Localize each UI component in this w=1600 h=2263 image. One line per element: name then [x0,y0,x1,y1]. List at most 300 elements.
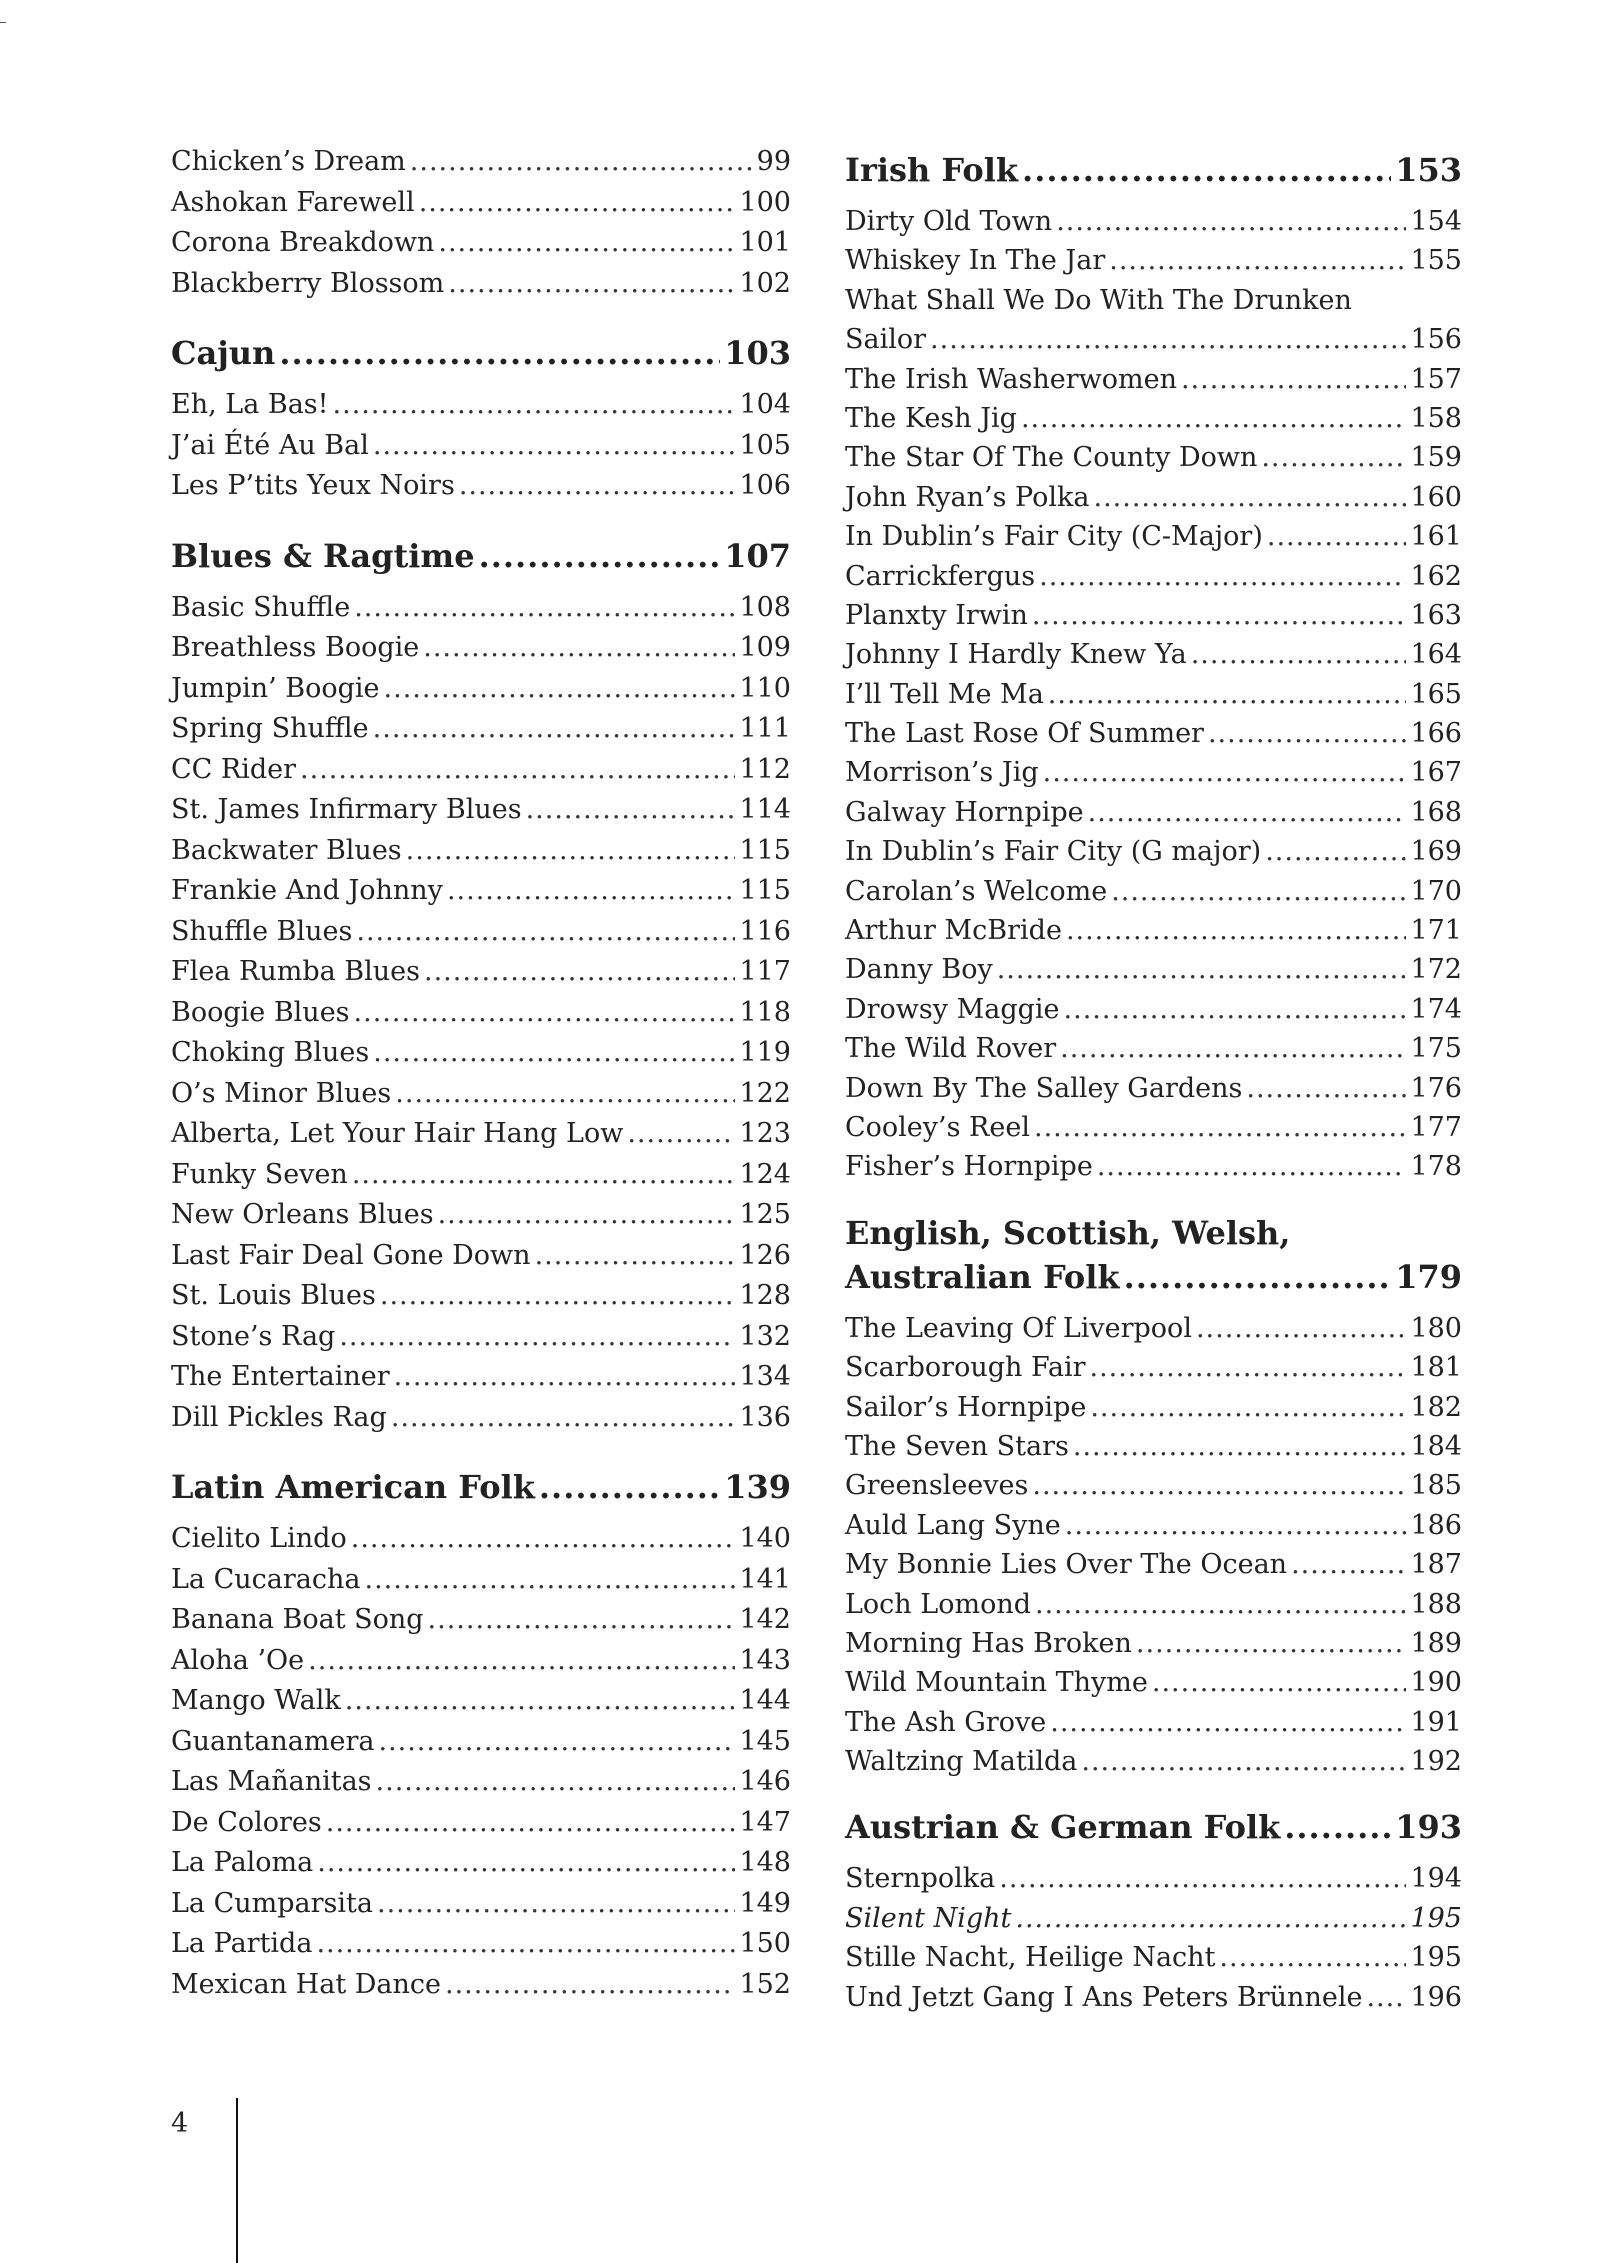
leader-dots [373,1033,735,1074]
toc-entry [171,952,791,993]
section-heading-austrian-german-folk [845,1805,1462,1849]
leader-dots [326,1803,736,1844]
entry-title: Eh, La Bas! [171,389,329,420]
toc-entry [845,714,1462,753]
toc-entry [171,1074,791,1115]
leader-dots [354,993,736,1034]
entry-title: La Paloma [171,1847,314,1878]
leader-dots [438,1195,736,1236]
leader-dots [354,588,735,629]
leader-dots [384,669,736,710]
entry-page: 111 [739,713,791,744]
entry-title: Aloha ’Oe [171,1644,305,1676]
entry-page: 195 [1410,1942,1462,1974]
leader-dots [1021,399,1406,438]
entry-page: 144 [739,1685,791,1716]
leader-dots [1035,1585,1406,1624]
entry-title: Scarborough Fair [845,1352,1086,1384]
entry-page: 196 [1410,1981,1462,2013]
entry-page: 150 [739,1928,791,1959]
entry-title: Cooley’s Reel [845,1111,1030,1143]
entry-page: 174 [1410,993,1462,1025]
entry-title: Breathless Boogie [171,632,420,663]
entry-title: De Colores [171,1806,322,1838]
entry-page: 114 [739,794,791,825]
leader-dots [1109,241,1406,280]
entry-title: Sailor’s Hornpipe [845,1391,1087,1423]
leader-dots [930,320,1406,359]
leader-dots [445,1965,735,2006]
entry-title: Morrison’s Jig [845,757,1039,789]
section-heading-irish-folk [845,148,1462,192]
toc-entry [171,588,791,629]
leader-dots [1265,832,1406,871]
leader-dots [300,750,735,791]
entry-title: New Orleans Blues [171,1199,434,1230]
toc-entry [845,1624,1462,1663]
entry-page: 152 [739,1968,791,2000]
leader-dots [438,223,735,264]
toc-entry [171,709,791,750]
entry-title: Mexican Hat Dance [171,1968,441,2000]
entry-title: Down By The Salley Gardens [845,1072,1243,1104]
leader-dots [279,331,720,375]
leader-dots [316,1924,735,1965]
leader-dots [345,1681,736,1722]
entry-page: 116 [739,915,791,947]
toc-entry [845,1859,1462,1898]
leader-dots [1152,1663,1407,1702]
leader-dots [447,871,736,912]
entry-title: J’ai Été Au Bal [171,429,369,461]
entry-page: 191 [1410,1706,1462,1738]
toc-entry [171,790,791,831]
entry-page: 192 [1410,1746,1462,1778]
toc-entry [845,635,1462,674]
entry-page: 157 [1410,363,1462,395]
toc-entry [171,1884,791,1925]
leader-dots [351,1519,736,1560]
entry-title: Guantanamera [171,1725,375,1757]
entry-title: Jumpin’ Boogie [171,672,380,704]
toc-entry [845,1388,1462,1427]
entry-page: 168 [1410,796,1462,828]
leader-dots [479,534,721,578]
entry-title: Sailor [845,324,927,356]
toc-entry [171,1276,791,1317]
leader-dots [459,466,736,507]
entry-page: 102 [739,267,791,299]
toc-entry [845,1585,1462,1624]
toc-entry [171,466,791,507]
entry-page: 167 [1410,757,1462,789]
leader-dots [1065,1506,1407,1545]
entry-page: 160 [1410,481,1462,513]
toc-entry [845,1427,1462,1466]
entry-page: 119 [739,1037,791,1068]
entry-title: La Partida [171,1928,313,1959]
toc-entry [845,1899,1462,1938]
leader-dots [356,912,735,953]
leader-dots [1060,1029,1406,1068]
entry-page: 163 [1410,599,1462,631]
leader-dots [394,1357,736,1398]
toc-entry [171,628,791,669]
entry-title: The Irish Washerwomen [845,363,1177,395]
entry-page: 187 [1410,1549,1462,1581]
entry-title: Drowsy Maggie [845,993,1060,1025]
entry-title: Greensleeves [845,1470,1029,1502]
entry-page: 182 [1410,1391,1462,1423]
entry-page: 112 [739,753,791,785]
section-page: 139 [724,1468,791,1506]
entry-page: 143 [739,1644,791,1676]
entry-page: 186 [1410,1509,1462,1541]
entry-title: Shuffle Blues [171,915,353,947]
toc-entry [171,1681,791,1722]
toc-entry [171,1965,791,2006]
toc-entry [171,1398,791,1439]
entry-page: 148 [739,1847,791,1878]
entry-title: Frankie And Johnny [171,875,443,906]
entry-title: Banana Boat Song [171,1604,424,1635]
toc-entry [171,223,791,264]
entry-title: O’s Minor Blues [171,1077,392,1109]
toc-entry [845,1663,1462,1702]
leader-dots [410,142,753,183]
toc-entry [171,1195,791,1236]
leader-dots [365,1560,736,1601]
toc-entry [171,1236,791,1277]
toc-entry [845,557,1462,596]
leader-dots [1191,635,1407,674]
leader-dots [424,952,735,993]
toc-entry [845,241,1462,280]
section-heading-cajun [171,331,791,375]
section-title-line1: English, Scottish, Welsh, [845,1213,1291,1252]
toc-entry [171,750,791,791]
entry-page: 142 [739,1604,791,1635]
entry-page: 166 [1410,718,1462,750]
leader-dots [1066,911,1407,950]
entry-title: La Cumparsita [171,1887,373,1919]
entry-title: Spring Shuffle [171,713,369,744]
leader-dots [997,950,1407,989]
leader-dots [352,1155,736,1196]
entry-page: 109 [739,632,791,663]
entry-page: 117 [739,956,791,987]
leader-dots [423,628,735,669]
entry-page: 162 [1410,560,1462,592]
entry-page: 176 [1410,1072,1462,1104]
leader-dots [1208,714,1406,753]
leader-dots [339,1317,735,1358]
leader-dots [377,1884,735,1925]
toc-entry [845,399,1462,438]
entry-page: 124 [739,1158,791,1190]
entry-title: Stone’s Rag [171,1320,336,1352]
leader-dots [428,1600,736,1641]
entry-title: Boogie Blues [171,996,350,1028]
leader-dots [1267,517,1407,556]
leader-dots [1015,1899,1406,1938]
entry-title: The Leaving Of Liverpool [845,1312,1192,1344]
toc-entry [845,1466,1462,1505]
leader-dots [1097,1147,1407,1186]
section-page: 153 [1395,151,1462,189]
entry-title: CC Rider [171,753,297,785]
toc-list-intro [171,142,791,304]
toc-entry [845,1703,1462,1742]
toc-entry [171,183,791,224]
entry-page: 146 [739,1766,791,1797]
entry-title: Cielito Lindo [171,1523,347,1554]
entry-title: The Entertainer [171,1361,390,1392]
toc-entry [845,1309,1462,1348]
entry-title: I’ll Tell Me Ma [845,678,1044,710]
entry-title: Arthur McBride [845,915,1062,947]
section-title: Blues & Ragtime [171,536,475,575]
leader-dots [373,709,736,750]
leader-dots [1043,753,1407,792]
leader-dots [419,183,736,224]
leader-dots [539,1465,720,1509]
leader-dots [1050,1703,1406,1742]
entry-title: La Cucaracha [171,1563,361,1595]
leader-dots [1039,557,1406,596]
toc-entry [845,1506,1462,1545]
entry-page: 161 [1410,521,1462,553]
toc-entry [171,993,791,1034]
leader-dots [535,1236,736,1277]
entry-page: 136 [739,1401,791,1433]
entry-title: Blackberry Blossom [171,267,445,299]
toc-entry [171,1843,791,1884]
toc-entry [845,1147,1462,1186]
entry-title: My Bonnie Lies Over The Ocean [845,1549,1288,1581]
entry-page: 149 [739,1887,791,1919]
entry-page: 185 [1410,1470,1462,1502]
entry-page: 104 [739,389,791,420]
entry-title: In Dublin’s Fair City (G major) [845,836,1262,868]
toc-entry [171,426,791,467]
toc-entry [845,872,1462,911]
toc-entry [171,1114,791,1155]
toc-entry [845,1545,1462,1584]
entry-page: 101 [739,227,791,258]
toc-entry-wrapped-line1: What Shall We Do With The Drunken [845,284,1352,316]
page-number: 4 [171,2108,189,2139]
entry-title: Waltzing Matilda [845,1746,1078,1778]
entry-page: 178 [1410,1151,1462,1183]
entry-page: 190 [1410,1667,1462,1699]
entry-page: 194 [1410,1863,1462,1895]
entry-page: 170 [1410,875,1462,907]
entry-title: Corona Breakdown [171,227,435,258]
entry-page: 140 [739,1523,791,1554]
section-page: 193 [1395,1808,1462,1847]
entry-page: 177 [1410,1111,1462,1143]
entry-page: 169 [1410,836,1462,868]
section-title-line2-row [845,1255,1462,1299]
entry-title: Las Mañanitas [171,1766,372,1797]
entry-title: Loch Lomond [845,1588,1031,1620]
toc-entry [171,831,791,872]
section-page: 107 [724,536,791,575]
entry-title: Funky Seven [171,1158,348,1190]
entry-page: 164 [1410,639,1462,671]
entry-page: 100 [739,186,791,218]
leader-dots [1064,990,1407,1029]
toc-entry [845,1108,1462,1147]
entry-title: Johnny I Hardly Knew Ya [845,639,1187,671]
entry-page: 105 [739,429,791,461]
leader-dots [448,264,735,305]
leader-dots [1088,793,1407,832]
toc-entry [171,1560,791,1601]
toc-entry [171,1803,791,1844]
entry-title: Last Fair Deal Gone Down [171,1239,531,1271]
leader-dots [1124,1255,1392,1299]
toc-entry [845,1348,1462,1387]
toc-entry [845,911,1462,950]
entry-page: 108 [739,591,791,623]
entry-page: 128 [739,1280,791,1311]
entry-title: Planxty Irwin [845,599,1028,631]
leader-dots [1032,1466,1406,1505]
leader-dots [1111,872,1406,911]
entry-title: Dirty Old Town [845,206,1053,237]
toc-entry [845,950,1462,989]
leader-dots [376,1762,736,1803]
toc-entry [171,871,791,912]
leader-dots [526,790,736,831]
leader-dots [380,1276,736,1317]
toc-right-column [845,148,1462,2017]
entry-title: Und Jetzt Gang I Ans Peters Brünnele [845,1981,1363,2013]
entry-page: 158 [1410,402,1462,434]
toc-entry [845,1978,1462,2017]
toc-entry [171,1519,791,1560]
leader-dots [1032,596,1407,635]
toc-entry [845,438,1462,477]
leader-dots [1081,1742,1406,1781]
toc-entry [845,320,1462,359]
entry-title: Alberta, Let Your Hair Hang Low [171,1118,624,1149]
leader-dots [1048,675,1407,714]
toc-entry [171,1722,791,1763]
entry-page: 189 [1410,1627,1462,1659]
entry-title: Auld Lang Syne [845,1509,1061,1541]
leader-dots [1090,1348,1407,1387]
entry-title: Ashokan Farewell [171,186,415,218]
entry-title: Whiskey In The Jar [845,245,1106,277]
toc-entry [845,1029,1462,1068]
leader-dots [333,385,736,426]
entry-page: 155 [1410,245,1462,277]
toc-entry [171,1155,791,1196]
entry-page: 106 [739,470,791,501]
margin-rule [236,2098,238,2263]
entry-page: 181 [1410,1352,1462,1384]
toc-entry [845,990,1462,1029]
toc-entry [845,675,1462,714]
leader-dots [1073,1427,1407,1466]
entry-title: Mango Walk [171,1685,341,1716]
toc-left-column [171,142,791,2005]
entry-page: 180 [1410,1312,1462,1344]
toc-list-cajun [171,385,791,507]
toc-entry [845,1069,1462,1108]
edge-mark [0,22,6,23]
entry-page: 141 [739,1563,791,1595]
entry-title: Danny Boy [845,954,993,986]
toc-entry [845,832,1462,871]
section-heading-latin-american-folk [171,1465,791,1509]
entry-page: 118 [739,996,791,1028]
section-title: Latin American Folk [171,1468,535,1506]
entry-page: 188 [1410,1588,1462,1620]
entry-page: 122 [739,1077,791,1109]
leader-dots [308,1641,735,1682]
section-title: Austrian & German Folk [845,1808,1281,1847]
toc-entry [171,264,791,305]
toc-entry [171,1317,791,1358]
toc-entry [171,1357,791,1398]
leader-dots [1056,202,1406,241]
toc-list-irish-b [845,360,1462,1187]
toc-entry [845,202,1462,241]
leader-dots [395,1074,735,1115]
toc-list-irish-a [845,202,1462,281]
section-title-line2: Australian Folk [845,1257,1120,1296]
entry-title: Carolan’s Welcome [845,875,1108,907]
entry-title: Silent Night [845,1902,1012,1934]
leader-dots [1093,478,1406,517]
entry-title: Wild Mountain Thyme [845,1667,1148,1699]
toc-list-austrian [845,1859,1462,2017]
entry-page: 126 [739,1239,791,1271]
entry-title: Stille Nacht, Heilige Nacht [845,1942,1216,1974]
section-page: 179 [1395,1257,1462,1296]
leader-dots [1022,148,1391,192]
leader-dots [1181,360,1406,399]
entry-page: 99 [756,146,791,177]
entry-page: 175 [1410,1033,1462,1065]
leader-dots [627,1114,735,1155]
entry-title: Backwater Blues [171,834,402,866]
entry-title: Fisher’s Hornpipe [845,1151,1093,1183]
toc-list-blues [171,588,791,1439]
entry-page: 115 [739,834,791,866]
entry-title: The Last Rose Of Summer [845,718,1204,750]
entry-title: St. James Infirmary Blues [171,794,522,825]
entry-page: 171 [1410,915,1462,947]
section-title: Irish Folk [845,151,1019,189]
entry-page: 184 [1410,1430,1462,1462]
entry-title: Galway Hornpipe [845,796,1084,828]
leader-dots [1196,1309,1407,1348]
toc-entry [171,1762,791,1803]
section-heading-blues-ragtime [171,534,791,578]
entry-page: 123 [739,1118,791,1149]
entry-title: Choking Blues [171,1037,370,1068]
entry-title: John Ryan’s Polka [845,481,1090,513]
entry-page: 195 [1410,1902,1462,1934]
toc-entry [171,385,791,426]
toc-entry [845,596,1462,635]
leader-dots [1284,1805,1391,1849]
